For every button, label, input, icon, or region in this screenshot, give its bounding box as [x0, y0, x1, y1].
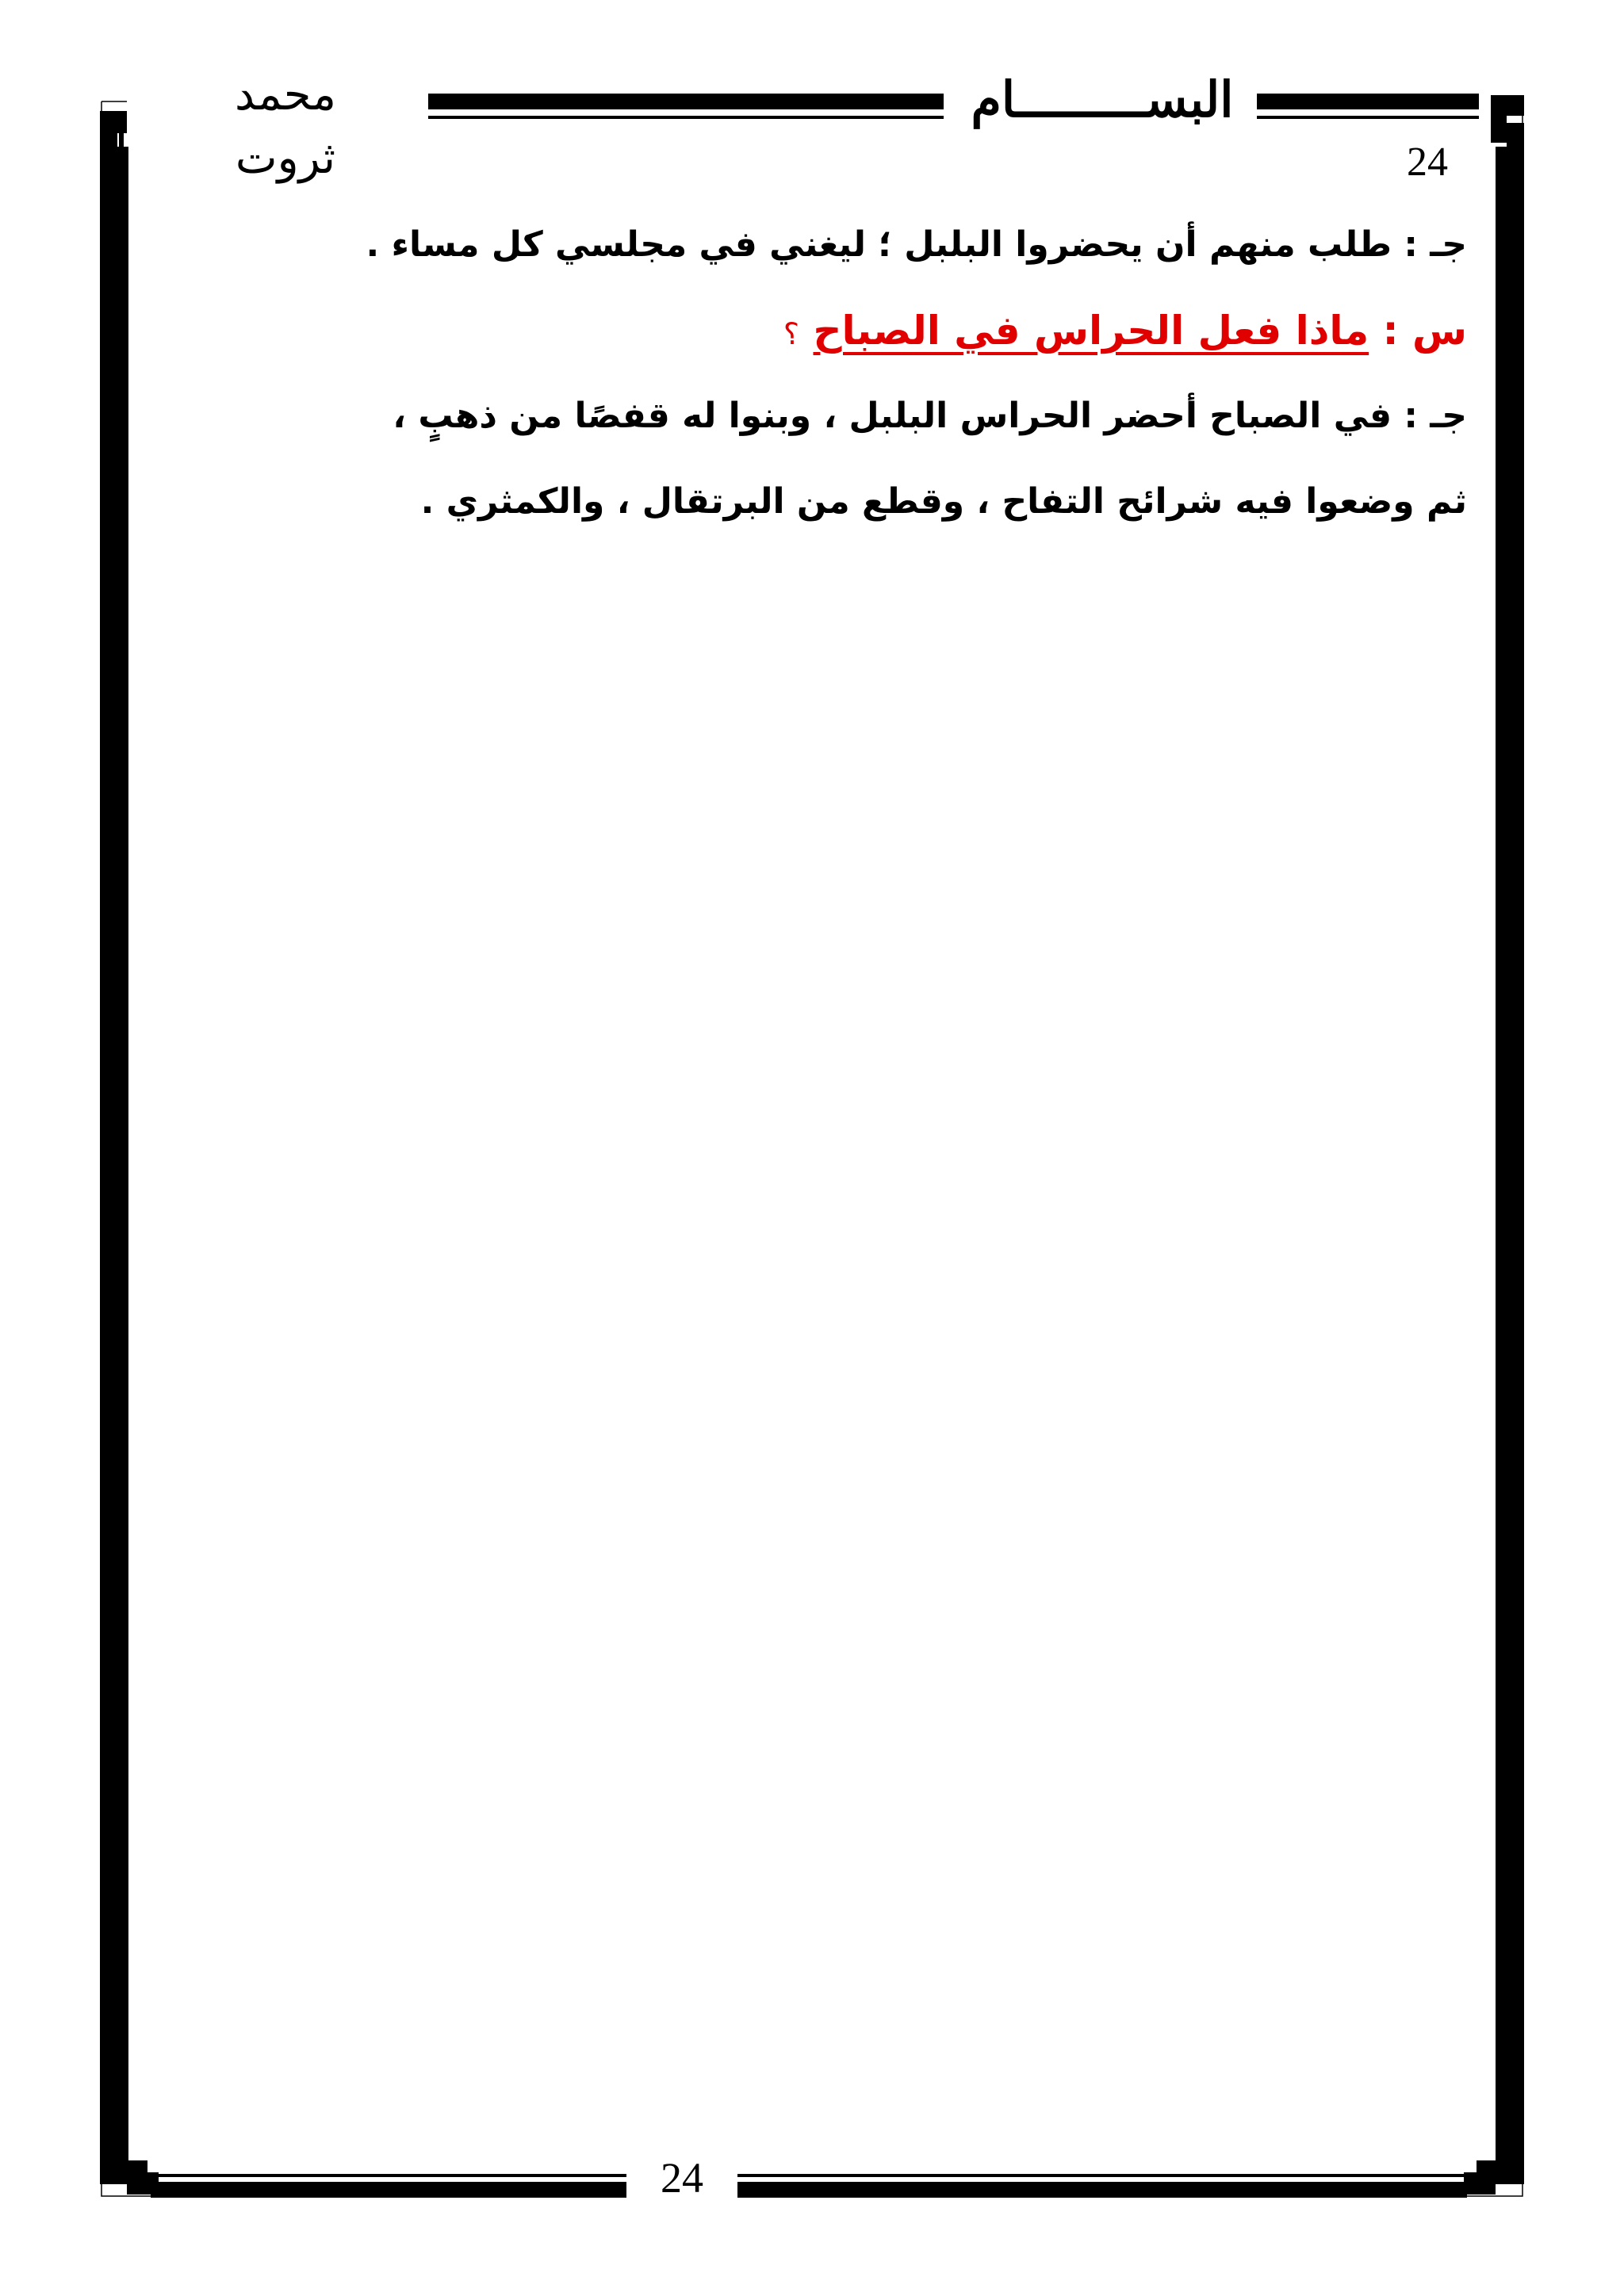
question-text: ماذا فعل الحراس في الصباح	[813, 308, 1369, 354]
header-rule-right-thin	[1257, 116, 1479, 119]
page-content	[262, 202, 1467, 545]
answer-line-3: ثم وضعوا فيه شرائح التفاح ، وقطع من البرتقال ، والكمثري .	[420, 481, 1467, 522]
question-mark: ؟	[783, 316, 800, 351]
question-line	[262, 288, 1467, 373]
header-title: البســـــــــام	[971, 71, 1234, 128]
footer-rule-left-thick	[151, 2182, 626, 2198]
page-number-top: 24	[1407, 140, 1448, 185]
footer-rule-left-thin	[151, 2174, 626, 2177]
header-rule-left-thick	[428, 94, 944, 109]
footer-rule-right-thick	[737, 2182, 1467, 2198]
page-number-bottom: 24	[661, 2154, 703, 2202]
footer-rule-right-thin	[737, 2174, 1467, 2177]
answer-line-1: جـ : طلب منهم أن يحضروا البلبل ؛ ليغني في مجلسي كل مساء .	[366, 224, 1467, 265]
answer-line-2: جـ : في الصباح أحضر الحراس البلبل ، وبنوا له قفصًا من ذهبٍ ،	[393, 396, 1467, 436]
header-rule-right-thick	[1257, 94, 1479, 109]
header-rule-left-thin	[428, 116, 944, 119]
header-author: محمد ثروت	[235, 69, 336, 184]
question-prefix: س :	[1382, 308, 1467, 354]
